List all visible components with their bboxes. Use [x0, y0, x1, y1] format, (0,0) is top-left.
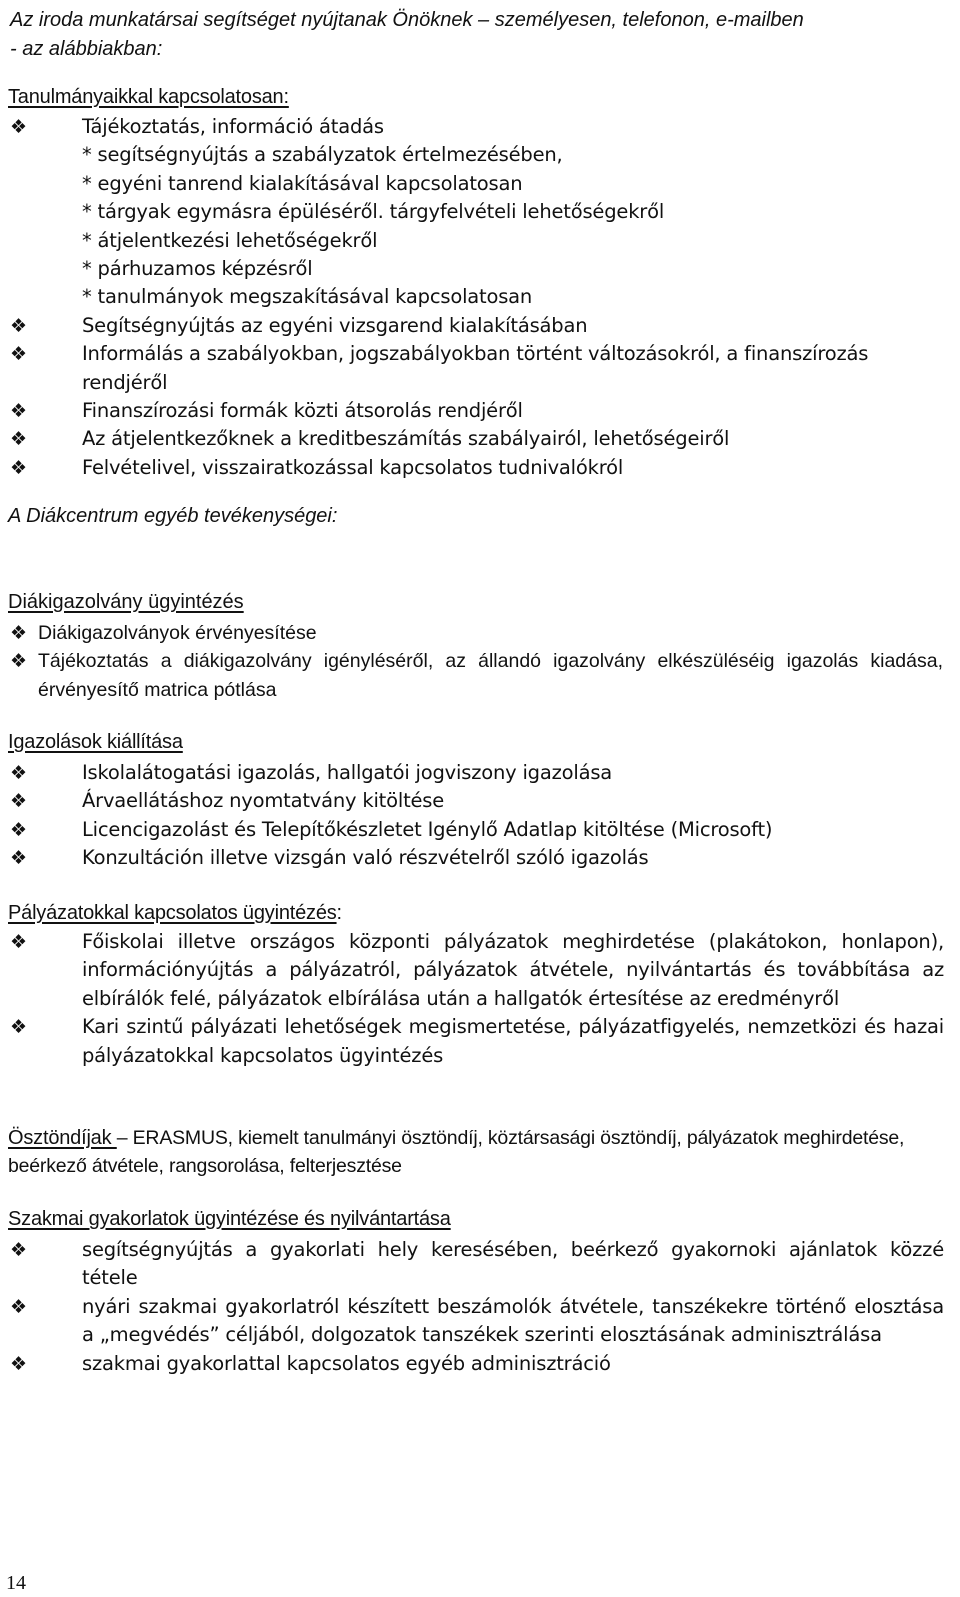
list-item: ❖ szakmai gyakorlattal kapcsolatos egyéb adminisztráció — [8, 1350, 948, 1378]
section-osztondijak — [8, 1124, 943, 1181]
section-heading-igazolasok: Igazolások kiállítása — [8, 731, 183, 753]
diamond-bullet-icon: ❖ — [10, 343, 27, 366]
list-item: ❖ Főiskolai illetve országos központi pályázatok meghirdetése (plakátokon, honlapon), információnyújtás a pályázatról, pályázatok átvétele, nyilvántartás és továbbítása az elbírálók felé, pályázatok elbírálása után a hallgatók értesítése az eredményről — [10, 930, 944, 1010]
diakigazolvany-list — [8, 619, 948, 704]
list-item: ❖ Iskolalátogatási igazolás, hallgatói jogviszony igazolása — [8, 759, 948, 787]
diamond-bullet-icon: ❖ — [10, 847, 27, 870]
diamond-bullet-icon: ❖ — [10, 818, 27, 841]
section-palyazatok — [8, 900, 948, 1067]
section-heading-osztondijak: Ösztöndíjak — [8, 1127, 117, 1149]
intro-line-2: - az alábbiakban: — [10, 38, 163, 60]
section-heading-row: Pályázatokkal kapcsolatos ügyintézés: — [8, 902, 342, 924]
diamond-bullet-icon: ❖ — [10, 456, 27, 479]
list-item: ❖ segítségnyújtás a gyakorlati hely keresésében, beérkező gyakornoki ajánlatok közzé tétele — [10, 1238, 944, 1290]
list-item: ❖ Konzultáción illetve vizsgán való részvételről szóló igazolás — [8, 844, 948, 872]
section-heading-palyazatok: Pályázatokkal kapcsolatos ügyintézés — [8, 902, 337, 924]
diamond-bullet-icon: ❖ — [10, 400, 27, 423]
list-item: ❖ Segítségnyújtás az egyéni vizsgarend kialakításában — [8, 312, 948, 340]
diamond-bullet-icon: ❖ — [10, 1239, 27, 1261]
diamond-bullet-icon: ❖ — [10, 622, 28, 644]
list-item: ❖ Az átjelentkezőknek a kreditbeszámítás szabályairól, lehetőségeiről — [8, 425, 948, 453]
diamond-bullet-icon: ❖ — [10, 1295, 27, 1318]
intro-paragraph — [10, 6, 940, 64]
list-item: ❖ Tájékoztatás a diákigazolvány igényléséről, az állandó igazolvány elkészüléséig igazolás kiadása, érvényesítő matrica pótlása — [8, 647, 943, 704]
palyazatok-list — [8, 928, 948, 1070]
list-item: ❖ Informálás a szabályokban, jogszabályokban történt változásokról, a finanszírozás rendjéről — [10, 342, 869, 394]
sub-item: * tanulmányok megszakításával kapcsolatosan — [82, 285, 533, 309]
sub-item: * átjelentkezési lehetőségekről — [82, 228, 378, 252]
diakcentrum-heading: A Diákcentrum egyéb tevékenységei: — [8, 505, 338, 527]
section-heading-szakmai: Szakmai gyakorlatok ügyintézése és nyilvántartása — [8, 1208, 451, 1230]
section-tanulmany — [8, 86, 948, 479]
diamond-bullet-icon: ❖ — [10, 650, 28, 673]
section-heading-tanulmany: Tanulmányaikkal kapcsolatosan: — [8, 86, 289, 108]
page-number: 14 — [6, 1572, 26, 1594]
list-item: ❖ Licencigazolást és Telepítőkészletet Igénylő Adatlap kitöltése (Microsoft) — [8, 816, 948, 844]
szakmai-list — [8, 1236, 948, 1378]
diamond-bullet-icon: ❖ — [10, 428, 27, 451]
tanulmany-list — [8, 113, 948, 482]
diamond-bullet-icon: ❖ — [10, 314, 27, 337]
list-item: ❖ Finanszírozási formák közti átsorolás rendjéről — [8, 397, 948, 425]
sub-item: * párhuzamos képzésről — [82, 257, 313, 281]
sub-item: * segítségnyújtás a szabályzatok értelmezésében, — [82, 143, 563, 167]
diamond-bullet-icon: ❖ — [10, 790, 27, 813]
intro-line-1: Az iroda munkatársai segítséget nyújtanak Önöknek – személyesen, telefonon, e-mailben — [10, 9, 804, 31]
diamond-bullet-icon: ❖ — [10, 762, 27, 784]
section-szakmai — [8, 1208, 948, 1375]
igazolasok-list — [8, 759, 948, 873]
section-igazolasok — [8, 731, 948, 870]
osztondijak-text: – ERASMUS, kiemelt tanulmányi ösztöndíj, köztársasági ösztöndíj, pályázatok meghirdetése, beérkező átvétele, rangsorolása, felterjesztése — [8, 1127, 905, 1178]
list-item: ❖ Felvételivel, visszairatkozással kapcsolatos tudnivalókról — [8, 454, 948, 482]
diamond-bullet-icon: ❖ — [10, 1016, 27, 1039]
section-diakigazolvany — [8, 591, 948, 701]
list-item: ❖ Kari szintű pályázati lehetőségek megismertetése, pályázatfigyelés, nemzetközi és hazai pályázatokkal kapcsolatos ügyintézés — [10, 1015, 944, 1067]
list-item: ❖ Árvaellátáshoz nyomtatvány kitöltése — [8, 787, 948, 815]
sub-item: * egyéni tanrend kialakításával kapcsolatosan — [82, 171, 523, 195]
list-item: ❖ Diákigazolványok érvényesítése — [8, 619, 948, 647]
diamond-bullet-icon: ❖ — [10, 931, 27, 953]
list-item: ❖ nyári szakmai gyakorlatról készített beszámolók átvétele, tanszékekre történő elosztása a „megvédés” céljából, dolgozatok tanszékek szerinti elosztásának adminisztrálása — [10, 1294, 944, 1347]
diamond-bullet-icon: ❖ — [10, 1352, 27, 1375]
sub-item: * tárgyak egymásra épüléséről. tárgyfelvételi lehetőségekről — [82, 200, 665, 224]
list-item: ❖ Tájékoztatás, információ átadás — [8, 113, 948, 141]
diamond-bullet-icon: ❖ — [10, 116, 27, 138]
section-heading-diakigazolvany: Diákigazolvány ügyintézés — [8, 591, 244, 613]
